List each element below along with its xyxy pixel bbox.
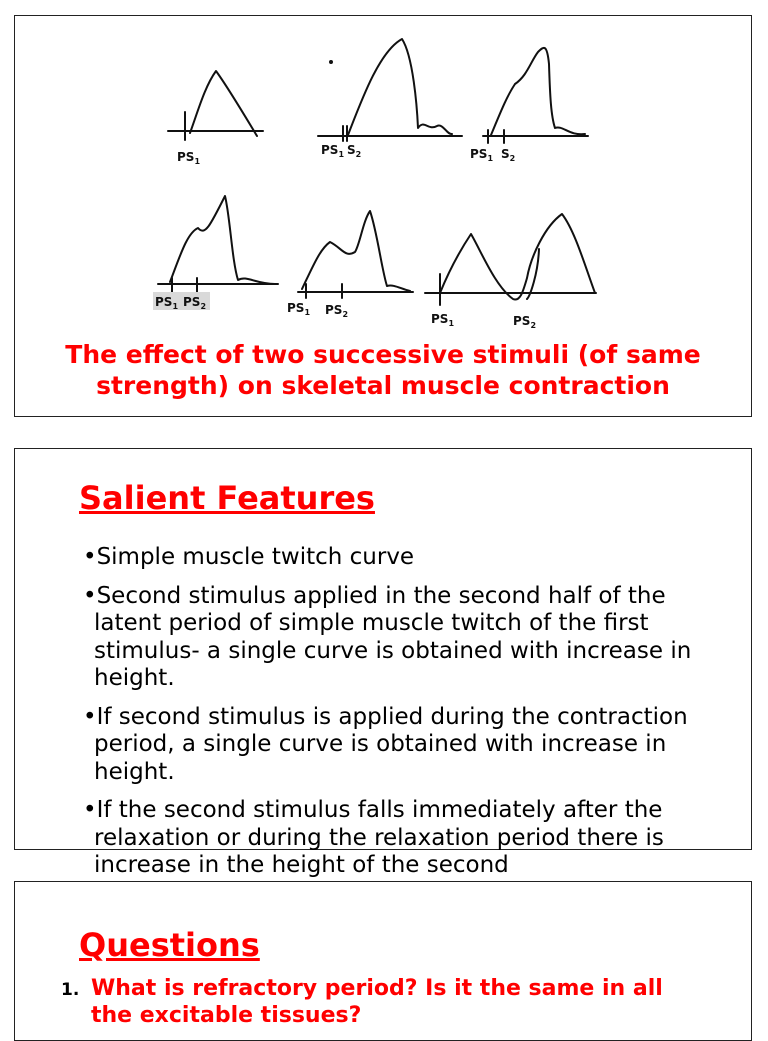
- salient-features-title: Salient Features: [79, 479, 375, 517]
- bullets-viewport: [15, 449, 753, 878]
- bullet-item: •If the second stimulus falls immediately after the relaxation or during the relaxation period there is increase in the height of the second: [83, 797, 664, 878]
- question-item: [61, 975, 701, 1029]
- g6-label-b: $PS_2$: [513, 314, 537, 330]
- bullet-item: •Second stimulus applied in the second half of the latent period of simple muscle twitch of the first stimulus- a single curve is obtained with increase in height.: [83, 582, 692, 691]
- twitch-curve-3: [483, 48, 588, 143]
- bullet-item: •Simple muscle twitch curve: [83, 544, 415, 570]
- g4-label-a: $PS_1$: [155, 295, 179, 311]
- slide-salient-features: [14, 448, 752, 878]
- slide-questions: [14, 881, 752, 1041]
- g5-label-a: $PS_1$: [287, 301, 311, 317]
- g3-label-b: $S_2$: [501, 147, 516, 163]
- twitch-curve-2: [318, 39, 462, 141]
- figure-caption: The effect of two successive stimuli (of same strength) on skeletal muscle contraction: [65, 340, 701, 400]
- g1-label-a: $PS_1$: [177, 150, 201, 166]
- question-list: [61, 975, 701, 1029]
- slide-graphs: [14, 15, 752, 417]
- bullet-item: •If second stimulus is applied during the contraction period, a single curve is obtained with increase in height.: [83, 703, 688, 785]
- twitch-curves-figure: [15, 16, 753, 346]
- g4-label-b: $PS_2$: [183, 295, 207, 311]
- twitch-curve-1: [168, 71, 263, 140]
- question-number: 1.: [61, 980, 80, 1000]
- questions-title: Questions: [79, 926, 260, 964]
- g2-label-b: $S_2$: [347, 143, 362, 159]
- bullet-list: [83, 544, 703, 891]
- g5-label-b: $PS_2$: [325, 303, 349, 319]
- g3-label-a: $PS_1$: [470, 147, 494, 163]
- g6-label-a: $PS_1$: [431, 312, 455, 328]
- twitch-curve-4: [158, 196, 278, 292]
- question-text: What is refractory period? Is it the same in all the excitable tissues?: [91, 976, 663, 1028]
- g2-label-a: $PS_1$: [321, 143, 345, 159]
- twitch-curve-5: [298, 211, 413, 298]
- twitch-curve-6: [425, 214, 596, 305]
